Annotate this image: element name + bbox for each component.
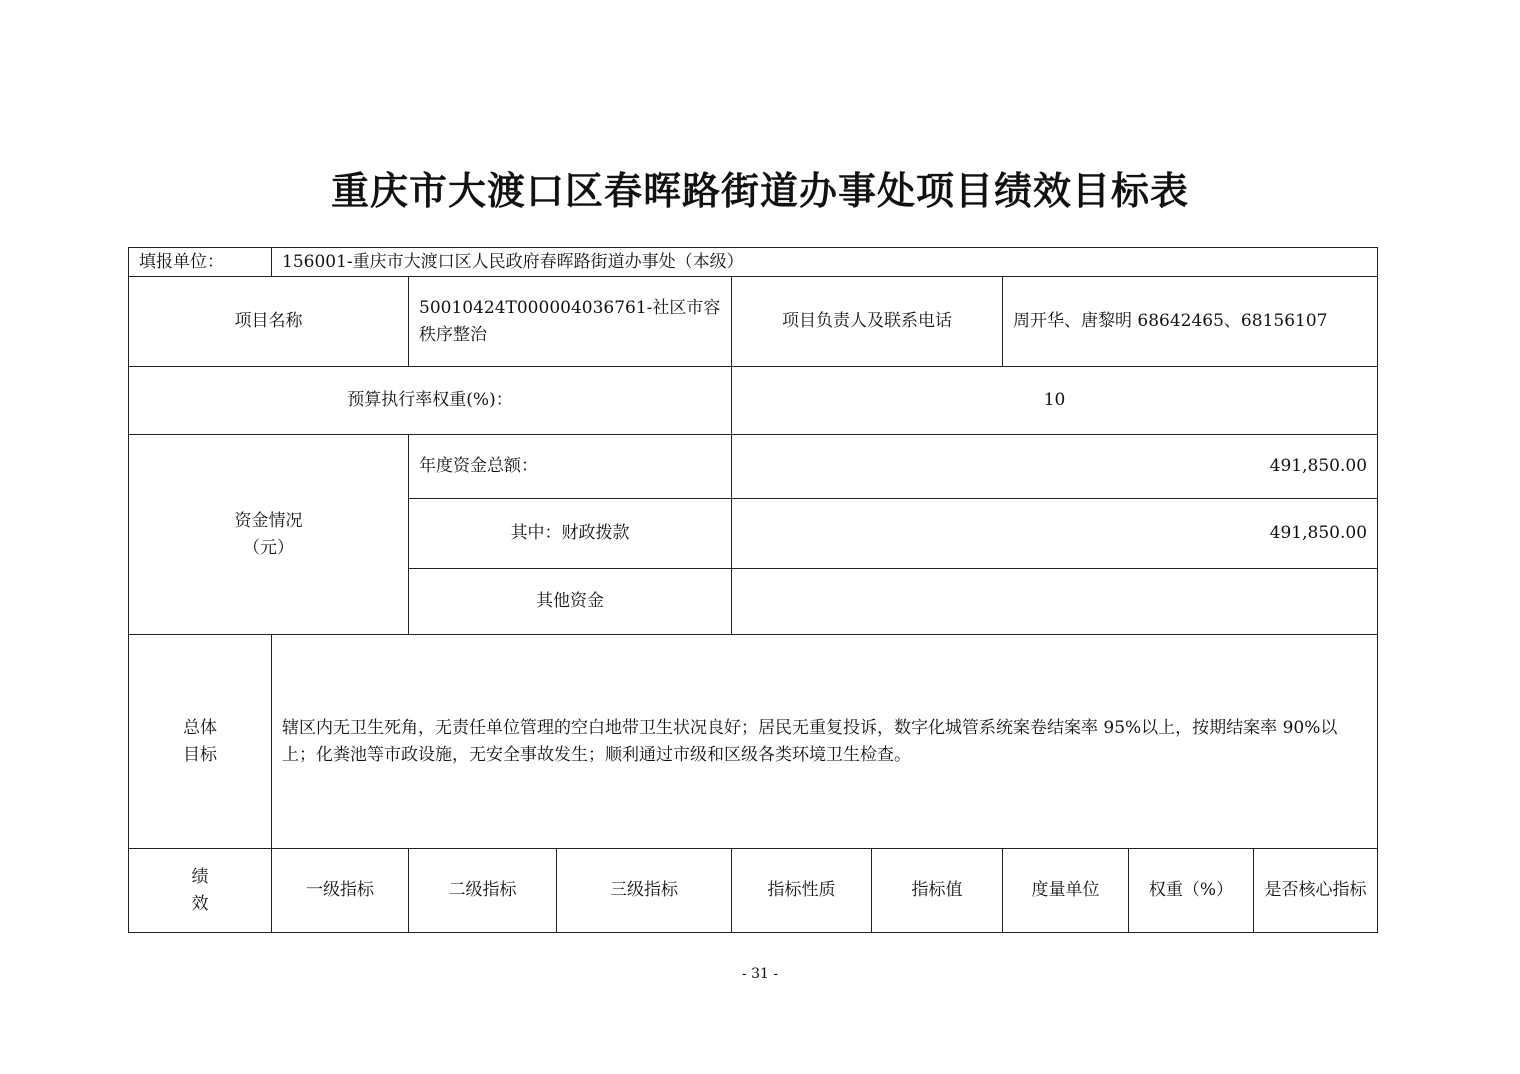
goal-label-line2: 目标 [183,744,217,765]
header-nature: 指标性质 [732,849,872,933]
unit-row [129,248,1378,277]
performance-label [129,849,272,933]
funds-other-value [732,569,1378,635]
unit-value: 156001-重庆市大渡口区人民政府春晖路街道办事处（本级） [272,248,1378,277]
budget-weight-label: 预算执行率权重(%)： [129,367,732,435]
funds-label-line1: 资金情况 [234,510,303,531]
header-weight: 权重（%） [1129,849,1254,933]
funds-fiscal-value: 491,850.00 [732,499,1378,569]
performance-target-table [128,247,1378,933]
funds-label [129,435,409,635]
funds-other-label: 其他资金 [409,569,732,635]
goal-label [129,635,272,849]
goal-text: 辖区内无卫生死角，无责任单位管理的空白地带卫生状况良好；居民无重复投诉，数字化城管系统案卷结案率 95%以上，按期结案率 90%以上；化粪池等市政设施，无安全事故发生；顺利通过市级和区级各类环境卫生检查。 [272,635,1378,849]
performance-label-line1: 绩 [191,866,209,887]
project-row [129,277,1378,367]
funds-total-label: 年度资金总额： [409,435,732,499]
header-unit: 度量单位 [1003,849,1129,933]
page-number: - 31 - [741,966,779,982]
header-value: 指标值 [872,849,1003,933]
contact-label: 项目负责人及联系电话 [732,277,1003,367]
funds-fiscal-label: 其中：财政拨款 [409,499,732,569]
project-name-value: 50010424T000004036761-社区市容秩序整治 [409,277,732,367]
budget-weight-row [129,367,1378,435]
performance-label-line2: 效 [191,893,209,914]
budget-weight-value: 10 [732,367,1378,435]
project-name-label: 项目名称 [129,277,409,367]
goal-label-line1: 总体 [183,717,217,738]
performance-header-row [129,849,1378,933]
page-title: 重庆市大渡口区春晖路街道办事处项目绩效目标表 [330,168,1189,213]
header-core: 是否核心指标 [1254,849,1378,933]
funds-total-value: 491,850.00 [732,435,1378,499]
header-level2: 二级指标 [409,849,557,933]
funds-total-row [129,435,1378,499]
goal-row [129,635,1378,849]
contact-value: 周开华、唐黎明 68642465、68156107 [1003,277,1378,367]
unit-label: 填报单位： [129,248,272,277]
header-level3: 三级指标 [557,849,732,933]
funds-label-line2: （元） [243,537,294,558]
header-level1: 一级指标 [272,849,409,933]
